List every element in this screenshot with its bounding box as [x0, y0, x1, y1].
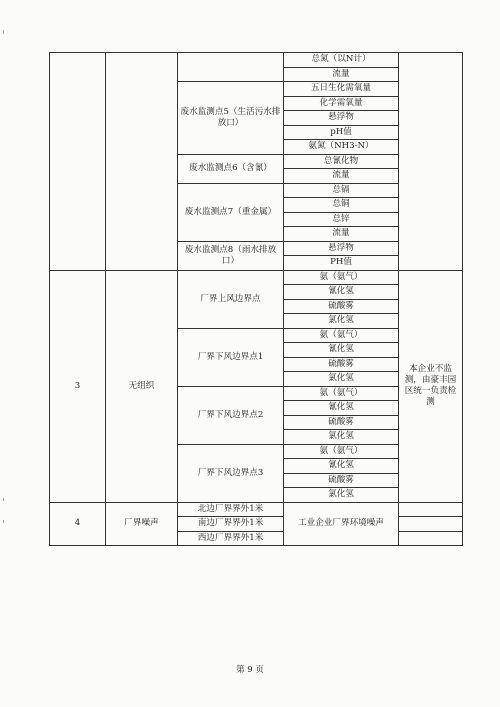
- item-cell: pH值: [284, 125, 399, 140]
- item-cell: 氯化氢: [284, 314, 399, 329]
- item-cell: 硫酸雾: [284, 299, 399, 314]
- item-cell: 氨（氨气）: [284, 328, 399, 343]
- point-cell: 废水监测点6（含氰）: [178, 154, 284, 183]
- point-cell: 南边厂界界外1米: [178, 517, 284, 532]
- point-cell: 厂界下风边界点1: [178, 328, 284, 386]
- point-cell: 西边厂界界外1米: [178, 531, 284, 546]
- monitoring-table: [49, 52, 463, 546]
- scan-edge-mark: [3, 498, 4, 501]
- item-cell: 硫酸雾: [284, 473, 399, 488]
- empty-note-cell: [399, 502, 463, 517]
- empty-note-cell: [399, 517, 463, 532]
- item-cell: 氨氮（NH3-N）: [284, 140, 399, 155]
- item-cell: 化学需氧量: [284, 96, 399, 111]
- item-cell: 总镉: [284, 183, 399, 198]
- item-cell: 流量: [284, 67, 399, 82]
- point-cell: 厂界上风边界点: [178, 270, 284, 328]
- item-cell: 硫酸雾: [284, 357, 399, 372]
- item-cell: 悬浮物: [284, 241, 399, 256]
- item-cell: 总氰化物: [284, 154, 399, 169]
- table-row: [50, 53, 463, 68]
- row-number: 3: [50, 270, 106, 502]
- item-cell: 氰化氢: [284, 401, 399, 416]
- item-cell: 氨（氨气）: [284, 386, 399, 401]
- item-cell: 氯化氢: [284, 372, 399, 387]
- item-cell: 氯化氢: [284, 488, 399, 503]
- scan-edge-mark: [3, 520, 4, 523]
- item-cell: 流量: [284, 227, 399, 242]
- item-cell: 总氮（以N计）: [284, 53, 399, 68]
- item-cell: 总锌: [284, 212, 399, 227]
- item-cell: 氰化氢: [284, 343, 399, 358]
- row-number: 4: [50, 502, 106, 546]
- empty-category-cell: [106, 53, 178, 271]
- note-cell: 本企业不监测，由豪丰园区统一负责检测: [399, 270, 463, 502]
- item-cell: 工业企业厂界环境噪声: [284, 502, 399, 546]
- empty-note-cell: [399, 53, 463, 271]
- category-cell: 无组织: [106, 270, 178, 502]
- item-cell: 五日生化需氧量: [284, 82, 399, 97]
- item-cell: 总铜: [284, 198, 399, 213]
- item-cell: 硫酸雾: [284, 415, 399, 430]
- item-cell: 流量: [284, 169, 399, 184]
- item-cell: 氰化氢: [284, 285, 399, 300]
- point-cell: 废水监测点7（重金属）: [178, 183, 284, 241]
- point-cell: 厂界下风边界点2: [178, 386, 284, 444]
- page-number: 第 9 页: [236, 665, 264, 675]
- table-row: [50, 270, 463, 285]
- point-cell: 废水监测点5（生活污水排放口）: [178, 82, 284, 155]
- point-cell: 厂界下风边界点3: [178, 444, 284, 502]
- item-cell: 氯化氢: [284, 430, 399, 445]
- point-cell: [178, 53, 284, 82]
- item-cell: PH值: [284, 256, 399, 271]
- item-cell: 氨（氨气）: [284, 270, 399, 285]
- item-cell: 氨（氨气）: [284, 444, 399, 459]
- empty-note-cell: [399, 531, 463, 546]
- point-cell: 废水监测点8（雨水排放口）: [178, 241, 284, 270]
- point-cell: 北边厂界界外1米: [178, 502, 284, 517]
- category-cell: 厂界噪声: [106, 502, 178, 546]
- table-row: [50, 502, 463, 517]
- scan-edge-mark: [3, 30, 4, 34]
- item-cell: 氰化氢: [284, 459, 399, 474]
- item-cell: 悬浮物: [284, 111, 399, 126]
- empty-no-cell: [50, 53, 106, 271]
